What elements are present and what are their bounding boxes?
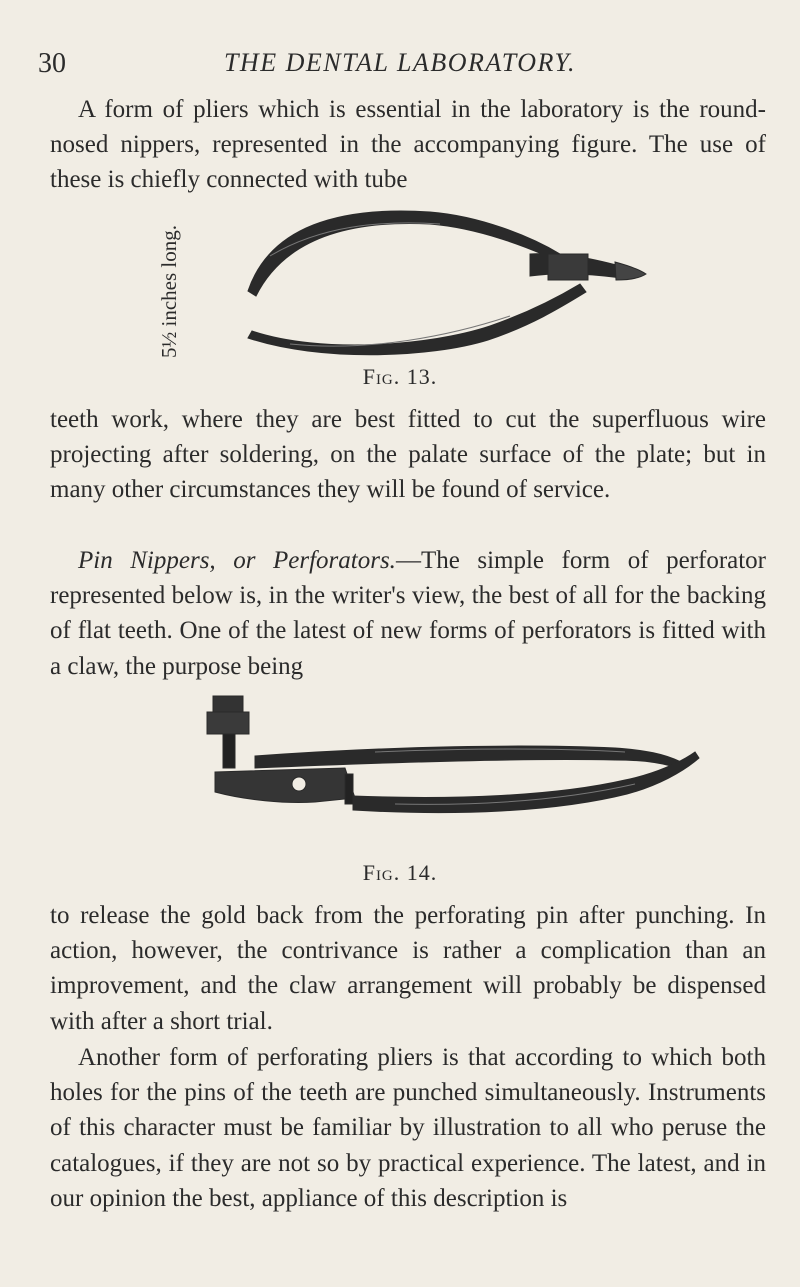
- figure-13-scale-label: 5½ inches long.: [157, 225, 181, 358]
- paragraph-text: A form of pliers which is essential in the laboratory is the round-nosed nippers, represented in the accompanying figure. The use of these is chiefly connected with tube: [50, 96, 766, 194]
- section-text: —The simple form of perforator represented below is, in the writer's view, the best of all for the backing of flat teeth. One of the latest of new forms of perforators is fitted with a claw, the purpose being: [50, 547, 767, 680]
- perforator-pin-body: [207, 712, 249, 734]
- perforator-pin-shaft: [223, 734, 235, 768]
- section-paragraph: [50, 543, 766, 684]
- paragraph-text: Another form of perforating pliers is that according to which both holes for the pins of the teeth are punched simultaneously. Instruments of this character must be familiar by illustration to all who peruse the catalogues, if they are not so by practical experience. The latest, and in our opinion the best, appliance of this description is: [50, 1044, 766, 1212]
- page-number: 30: [38, 48, 66, 79]
- caption-number: 14.: [406, 860, 438, 885]
- section-heading: Pin Nippers, or Perforators.: [78, 547, 396, 574]
- paragraph-perforating-pliers: [50, 1040, 766, 1216]
- perforator-jaw: [215, 768, 355, 803]
- running-title: THE DENTAL LABORATORY.: [223, 48, 577, 77]
- perforator-rivet: [292, 777, 306, 791]
- perforator-pin-head: [213, 696, 243, 712]
- paragraph-text: teeth work, where they are best fitted to cut the superfluous wire projecting after soldering, on the palate surface of the plate; but in many other circumstances they will be found of service.: [50, 406, 766, 504]
- section-pin-nippers: [50, 543, 766, 684]
- paragraph-claw-continued: [50, 898, 766, 1039]
- nippers-hinge: [548, 254, 588, 280]
- figure-14-caption: [340, 860, 460, 886]
- figure-13-caption: [340, 364, 460, 390]
- perforator-pivot: [345, 774, 353, 804]
- figure-13-round-nosed-nippers: [230, 196, 660, 366]
- caption-prefix: Fig.: [362, 860, 401, 885]
- running-head: [38, 48, 762, 82]
- caption-prefix: Fig.: [362, 364, 401, 389]
- caption-number: 13.: [406, 364, 438, 389]
- paragraph-text: to release the gold back from the perforating pin after punching. In action, however, the contrivance is rather a complication than an improvement, and the claw arrangement will probably be dispensed with after a short trial.: [50, 902, 766, 1035]
- paragraph-intro-continued: [50, 402, 766, 508]
- paragraph-intro: [50, 92, 766, 198]
- figure-14-perforator: [195, 692, 715, 852]
- nippers-upper-handle: [248, 211, 560, 296]
- nippers-lower-handle: [248, 284, 586, 355]
- nippers-nose: [615, 262, 646, 280]
